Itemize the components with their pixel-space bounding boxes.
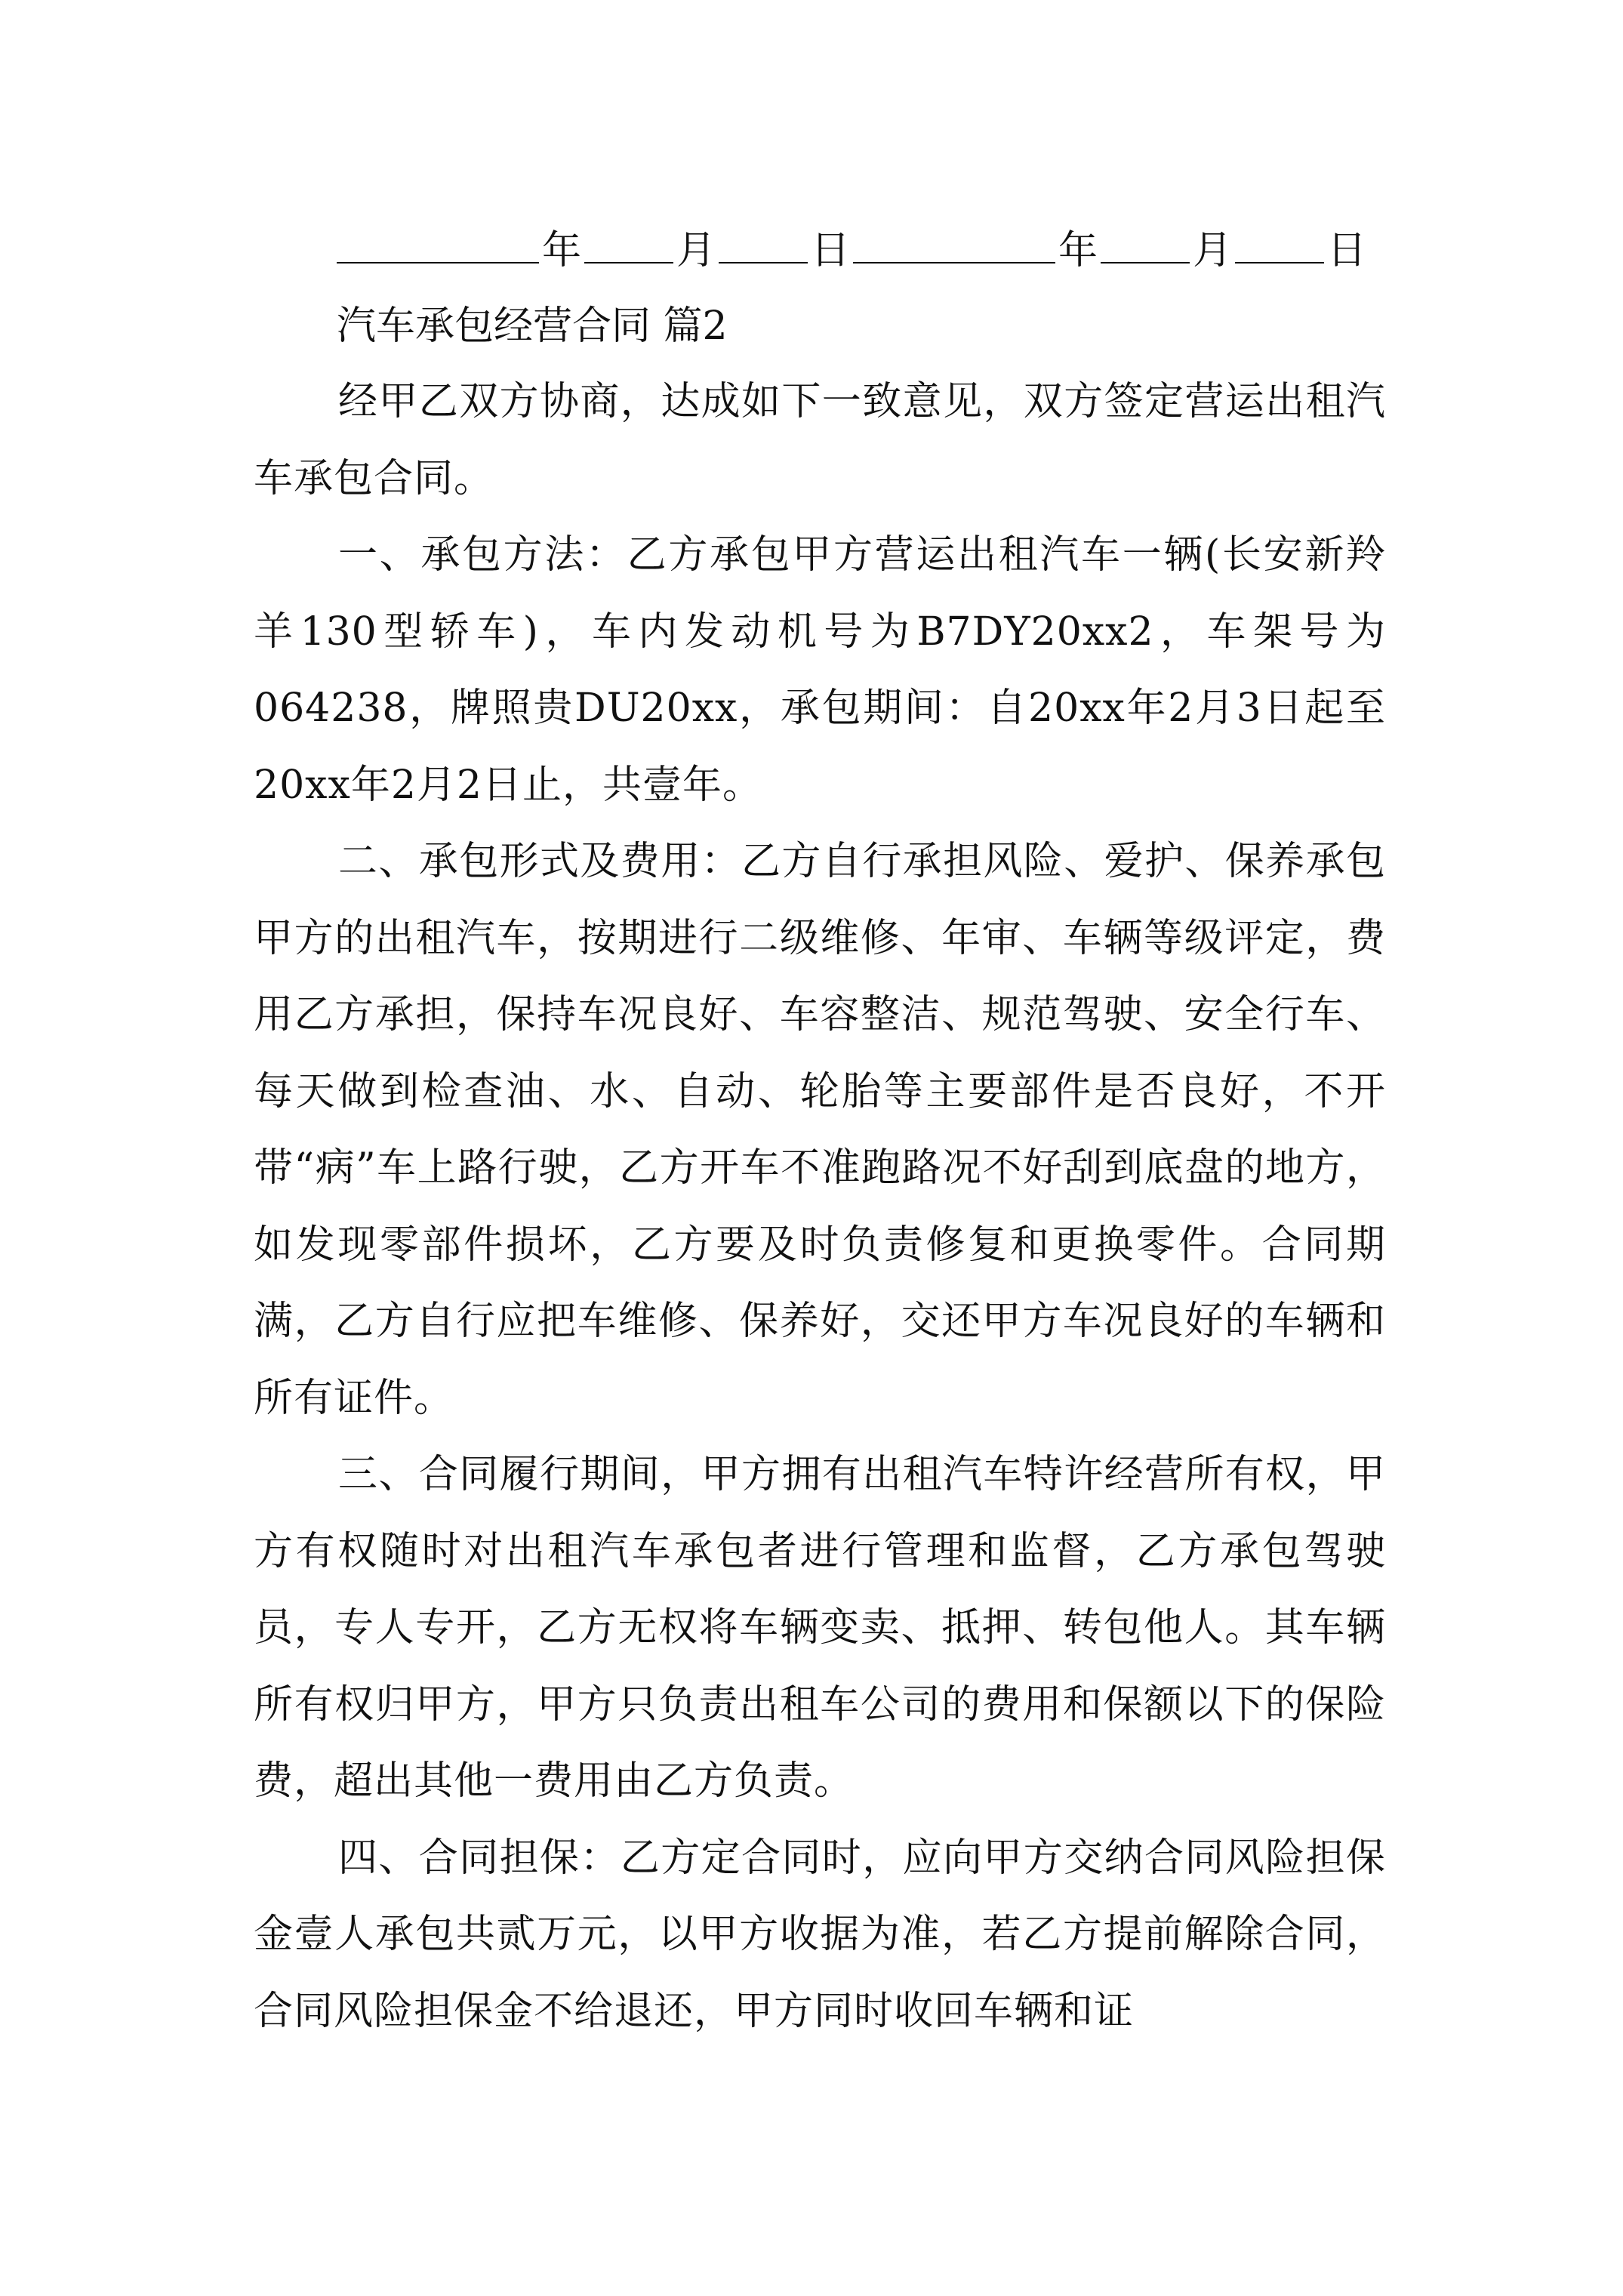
clause-2-paragraph: 二、承包形式及费用：乙方自行承担风险、爱护、保养承包甲方的出租汽车，按期进行二级维修、年审、车辆等级评定，费用乙方承担，保持车况良好、车容整洁、规范驾驶、安全行车、每天做到检查油、水、自动、轮胎等主要部件是否良好，不开带“病”车上路行驶，乙方开车不准跑路况不好刮到底盘的地方，如发现零部件损坏，乙方要及时负责修复和更换零件。合同期满，乙方自行应把车维修、保养好，交还甲方车况良好的车辆和所有证件。	[254, 839, 1386, 1421]
day-label: 日	[811, 228, 851, 273]
intro-paragraph: 经甲乙双方协商，达成如下一致意见，双方签定营运出租汽车承包合同。	[254, 379, 1386, 501]
month-label: 月	[1193, 228, 1233, 273]
year-blank	[853, 218, 1055, 264]
contract-heading: 汽车承包经营合同 篇2	[337, 304, 728, 349]
day-label: 日	[1327, 228, 1367, 273]
clause-4-paragraph: 四、合同担保：乙方定合同时，应向甲方交纳合同风险担保金壹人承包共贰万元，以甲方收据为准，若乙方提前解除合同，合同风险担保金不给退还，甲方同时收回车辆和证	[254, 1835, 1386, 2034]
clause-3-paragraph: 三、合同履行期间，甲方拥有出租汽车特许经营所有权，甲方有权随时对出租汽车承包者进行管理和监督，乙方承包驾驶员，专人专开，乙方无权将车辆变卖、抵押、转包他人。其车辆所有权归甲方，甲方只负责出租车公司的费用和保额以下的保险费，超出其他一费用由乙方负责。	[254, 1452, 1386, 1804]
signature-date-line	[337, 213, 1386, 288]
month-blank	[1101, 218, 1190, 264]
document-body	[254, 213, 1386, 2050]
day-blank	[1235, 218, 1324, 264]
year-label: 年	[542, 228, 582, 273]
year-blank	[337, 218, 539, 264]
year-label: 年	[1058, 228, 1098, 273]
clause-1-paragraph: 一、承包方法：乙方承包甲方营运出租汽车一辆(长安新羚羊130型轿车)，车内发动机号为B7DY20xx2，车架号为064238，牌照贵DU20xx，承包期间：自20xx年2月3日起至20xx年2月2日止，共壹年。	[254, 532, 1386, 808]
month-blank	[584, 218, 673, 264]
month-label: 月	[676, 228, 716, 273]
day-blank	[719, 218, 808, 264]
